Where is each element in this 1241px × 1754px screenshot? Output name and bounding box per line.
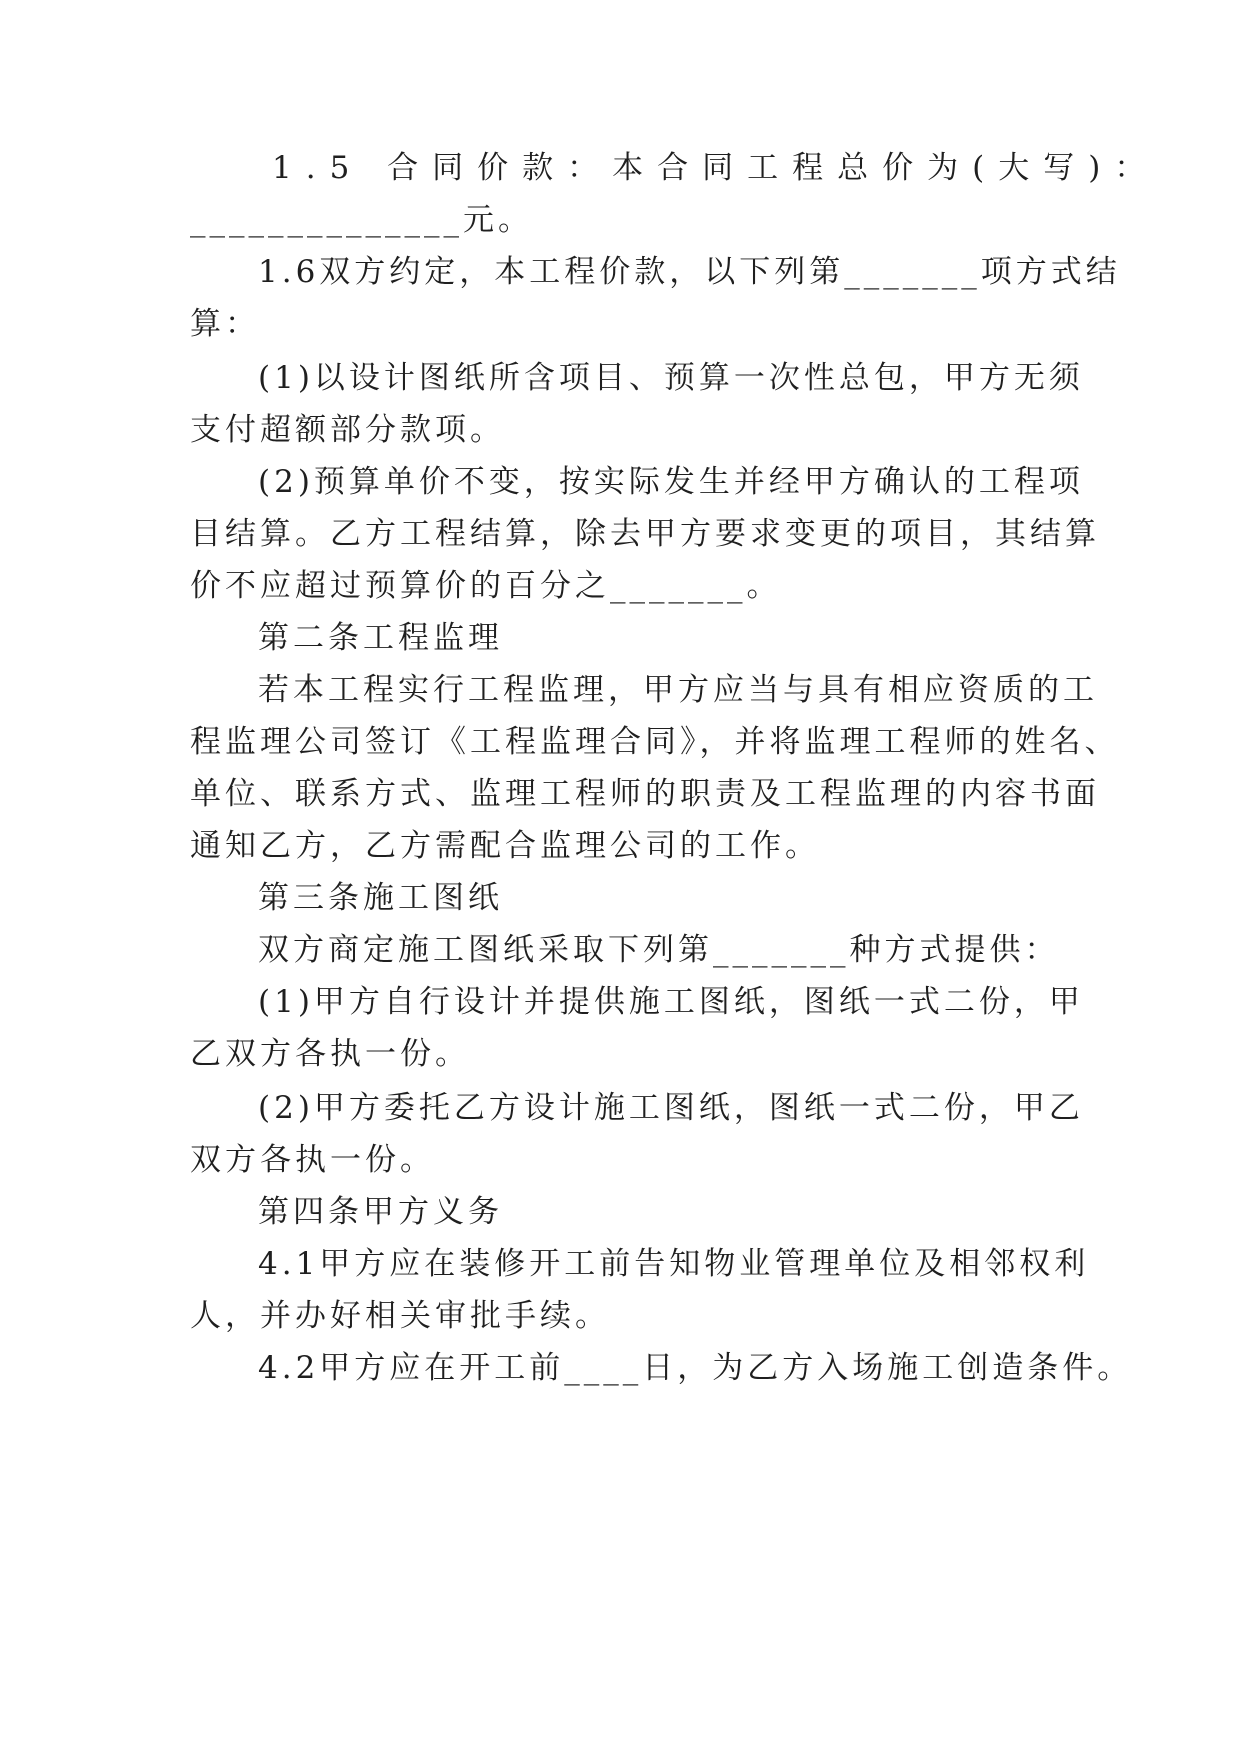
article-2-line-3: 单位、联系方式、监理工程师的职责及工程监理的内容书面 [190, 776, 1100, 812]
option-2-line-1: (2)预算单价不变，按实际发生并经甲方确认的工程项 [258, 464, 1084, 500]
article-3-line-1: 双方商定施工图纸采取下列第_______种方式提供： [258, 932, 1060, 968]
clause-1-5-line-2: ______________元。 [190, 202, 533, 238]
clause-1-6-line-1: 1.6双方约定，本工程价款，以下列第_______项方式结 [258, 254, 1121, 290]
option-1-line-1: (1)以设计图纸所含项目、预算一次性总包，甲方无须 [258, 360, 1084, 396]
option-1-line-2: 支付超额部分款项。 [190, 412, 505, 448]
clause-1-5-line-1: 1.5 合同价款：本合同工程总价为(大写)： [272, 150, 1160, 186]
article-3-option-2-line-1: (2)甲方委托乙方设计施工图纸，图纸一式二份，甲乙 [258, 1090, 1084, 1126]
clause-4-2-line-1: 4.2甲方应在开工前____日，为乙方入场施工创造条件。 [258, 1350, 1133, 1386]
clause-4-1-line-1: 4.1甲方应在装修开工前告知物业管理单位及相邻权利 [258, 1246, 1090, 1282]
article-3-heading: 第三条施工图纸 [258, 880, 503, 916]
article-3-option-1-line-2: 乙双方各执一份。 [190, 1036, 470, 1072]
article-2-heading: 第二条工程监理 [258, 620, 503, 656]
article-3-option-1-line-1: (1)甲方自行设计并提供施工图纸，图纸一式二份，甲 [258, 984, 1084, 1020]
article-3-option-2-line-2: 双方各执一份。 [190, 1142, 435, 1178]
article-2-line-2: 程监理公司签订《工程监理合同》，并将监理工程师的姓名、 [190, 724, 1120, 760]
option-2-line-3: 价不应超过预算价的百分之_______。 [190, 568, 782, 604]
option-2-line-2: 目结算。乙方工程结算，除去甲方要求变更的项目，其结算 [190, 516, 1100, 552]
article-4-heading: 第四条甲方义务 [258, 1194, 503, 1230]
clause-1-6-line-2: 算： [190, 306, 260, 342]
article-2-line-4: 通知乙方，乙方需配合监理公司的工作。 [190, 828, 820, 864]
clause-4-1-line-2: 人，并办好相关审批手续。 [190, 1298, 610, 1334]
article-2-line-1: 若本工程实行工程监理，甲方应当与具有相应资质的工 [258, 672, 1098, 708]
